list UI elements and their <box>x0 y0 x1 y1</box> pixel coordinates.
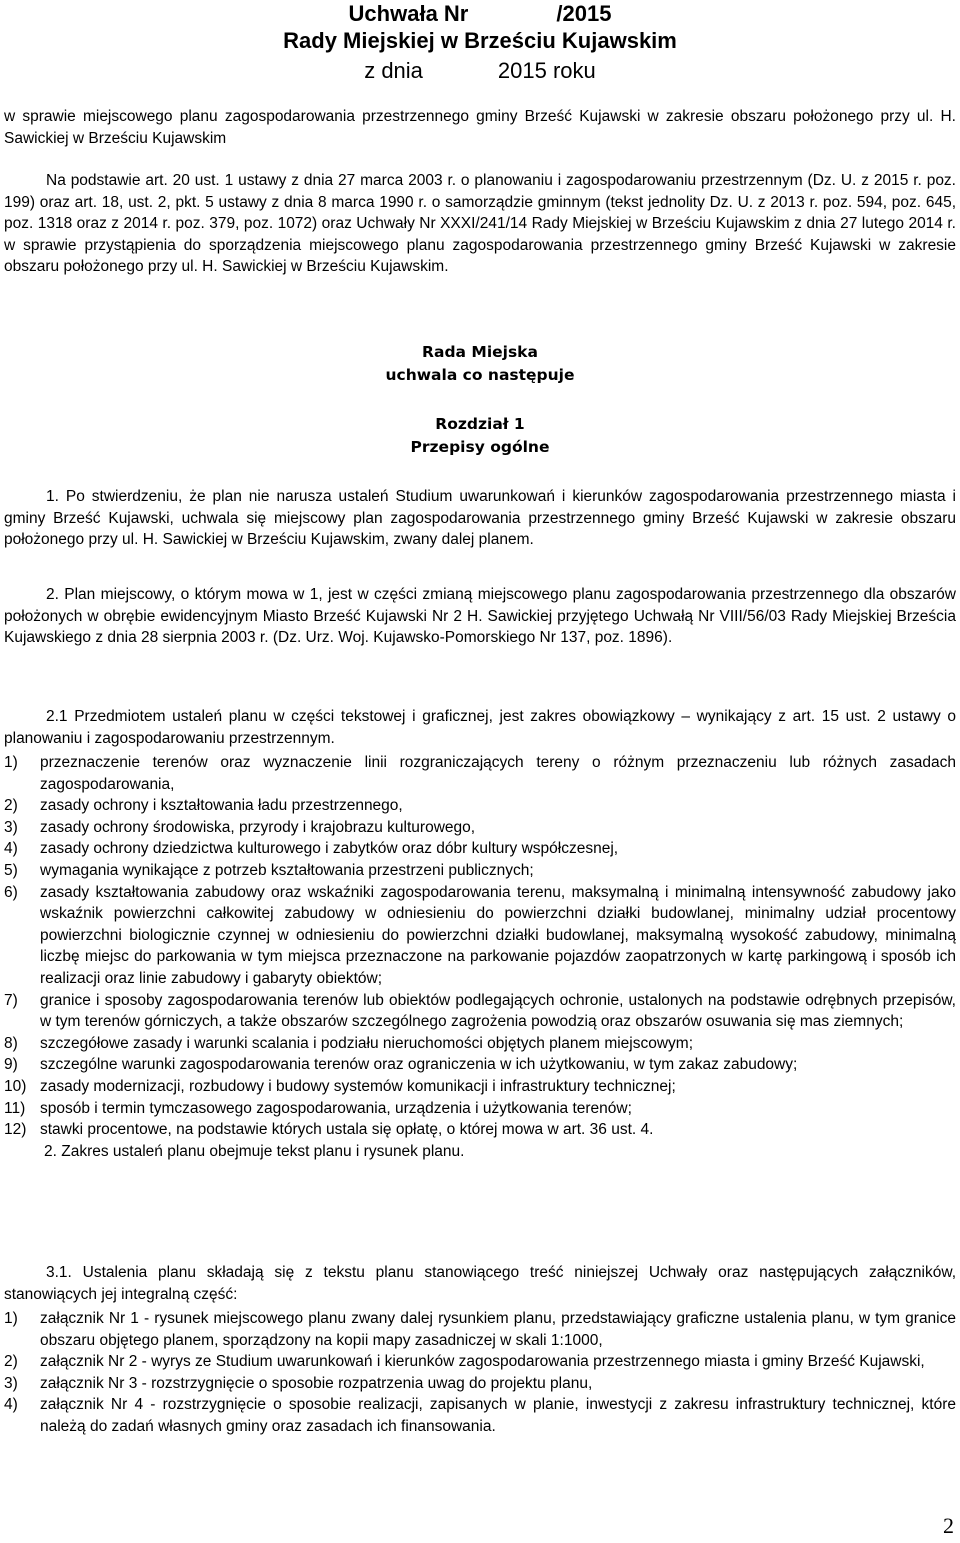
resolve-line-2: uchwala co następuje <box>385 366 575 384</box>
attachments-list <box>4 1308 956 1438</box>
list-item: 2) zasady ochrony i kształtowania ładu przestrzennego, <box>4 797 403 815</box>
title-prefix: Uchwała Nr <box>348 1 469 26</box>
list-item: 6) zasady kształtowania zabudowy oraz wskaźniki zagospodarowania terenu, maksymalną i minimalną intensywność zabudowy jako wskaźnik powierzchni całkowitej zabudowy w odniesieniu do powierzchni działki budowlanej, minimalny udział procentowy powierzchni biologicznie czynnej w odniesieniu do powierzchni działki budowlanej, maksymalną wysokość zabudowy, minimalną liczbę miejsc do parkowania w tym miejsca przeznaczone na parkowanie pojazdów zaopatrzonych w kartę parkingową i sposób ich realizacji oraz linie zabudowy i gabaryty obiektów; <box>4 883 956 987</box>
list-item: 1) przeznaczenie terenów oraz wyznaczenie linii rozgraniczających tereny o różnym przeznaczeniu lub różnych zasadach zagospodarowania, <box>4 754 956 793</box>
resolution-title <box>0 1 960 27</box>
resolution-date <box>0 58 960 84</box>
list-item: 2) załącznik Nr 2 - wyrys ze Studium uwarunkowań i kierunków zagospodarowania przestrzennego miasta i gminy Brześć Kujawski, <box>4 1353 925 1371</box>
list-item: 1) załącznik Nr 1 - rysunek miejscowego planu zwany dalej rysunkiem planu, przedstawiający graficzne ustalenia planu, w tym granice obszaru objętego planem, sporządzony na kopii mapy zasadniczej w skali 1:1000, <box>4 1310 956 1349</box>
list-item: 5) wymagania wynikające z potrzeb kształtowania przestrzeni publicznych; <box>4 861 534 879</box>
preamble-text: Na podstawie art. 20 ust. 1 ustawy z dnia 27 marca 2003 r. o planowaniu i zagospodarowaniu przestrzennym (Dz. U. z 2015 r. poz. 199) oraz art. 18, ust. 2, pkt. 5 ustawy z dnia 8 marca 1990 r. o samorządzie gminnym (tekst jednolity Dz. U. z 2013 r. poz. 594, poz. 645, poz. 1318 oraz z 2014 r. poz. 379, poz. 1072) oraz Uchwały Nr XXXI/241/14 Rady Miejskiej w Brześciu Kujawskim z dnia 27 lutego 2014 r. w sprawie przystąpienia do sporządzenia miejscowego planu zagospodarowania przestrzennego gminy Brześć Kujawski w zakresie obszaru położonego przy ul. H. Sawickiej w Brześciu Kujawskim. <box>4 172 956 276</box>
council-name: Rady Miejskiej w Brześciu Kujawskim <box>283 28 677 53</box>
list-item: 8) szczegółowe zasady i warunki scalania i podziału nieruchomości objętych planem miejscowym; <box>4 1034 694 1052</box>
list-item: 10) zasady modernizacji, rozbudowy i budowy systemów komunikacji i infrastruktury technicznej; <box>4 1077 676 1095</box>
scope-list <box>4 752 956 1162</box>
list-item: 4) zasady ochrony dziedzictwa kulturowego i zabytków oraz dóbr kultury współczesnej, <box>4 840 619 858</box>
list-item: 3) załącznik Nr 3 - rozstrzygnięcie o sposobie rozpatrzenia uwag do projektu planu, <box>4 1374 593 1392</box>
page-number: 2 <box>943 1513 954 1538</box>
date-prefix: z dnia <box>364 58 423 83</box>
chapter-title: Przepisy ogólne <box>410 438 550 456</box>
list-item: 7) granice i sposoby zagospodarowania terenów lub obiektów podlegających ochronie, ustalonych na podstawie odrębnych przepisów, w tym terenów górniczych, a także obszarów szczególnego zagrożenia powodzią oraz obszarów osuwania się mas ziemnych; <box>4 991 956 1031</box>
list-item: 9) szczególne warunki zagospodarowania terenów oraz ograniczenia w ich użytkowaniu, w tym zakaz zabudowy; <box>4 1056 798 1074</box>
list-item: 12) stawki procentowe, na podstawie których ustala się opłatę, o której mowa w art. 36 ust. 4. <box>4 1121 654 1139</box>
paragraph-2: 2. Plan miejscowy, o którym mowa w 1, jest w części zmianą miejscowego planu zagospodarowania przestrzennego dla obszarów położonych w obrębie ewidencyjnym Miasto Brześć Kujawski Nr 2 H. Sawickiej przyjętego Uchwałą Nr VIII/56/03 Rady Miejskiej Brześcia Kujawskiego z dnia 28 sierpnia 2003 r. (Dz. Urz. Woj. Kujawsko-Pomorskiego Nr 137, poz. 1896). <box>4 586 956 647</box>
list-item: 3) zasady ochrony środowiska, przyrody i krajobrazu kulturowego, <box>4 818 476 836</box>
paragraph-2-1: 2.1 Przedmiotem ustaleń planu w części tekstowej i graficznej, jest zakres obowiązkowy – wynikający z art. 15 ust. 2 ustawy o planowaniu i zagospodarowaniu przestrzennym. <box>4 708 956 747</box>
paragraph-3-1: 3.1. Ustalenia planu składają się z tekstu planu stanowiącego treść niniejszej Uchwały oraz następujących załączników, stanowiących jej integralną część: <box>4 1264 956 1303</box>
title-year: /2015 <box>556 1 612 26</box>
list-item: 11) sposób i termin tymczasowego zagospodarowania, urządzenia i użytkowania terenów; <box>4 1099 632 1117</box>
subject-text: w sprawie miejscowego planu zagospodarowania przestrzennego gminy Brześć Kujawski w zakresie obszaru położonego przy ul. H. Sawickiej w Brześciu Kujawskim <box>4 108 956 147</box>
list-item: 4) załącznik Nr 4 - rozstrzygnięcie o sposobie realizacji, zapisanych w planie, inwestycji z zakresu infrastruktury technicznej, które należą do zadań własnych gminy oraz zasadach ich finansowania. <box>4 1396 956 1435</box>
resolve-line-1: Rada Miejska <box>422 343 538 361</box>
paragraph-1: 1. Po stwierdzeniu, że plan nie narusza ustaleń Studium uwarunkowań i kierunków zagospodarowania przestrzennego miasta i gminy Brześć Kujawski, uchwala się miejscowy plan zagospodarowania przestrzennego gminy Brześć Kujawski w zakresie obszaru położonego przy ul. H. Sawickiej w Brześciu Kujawskim, zwany dalej planem. <box>4 488 956 549</box>
chapter-number: Rozdział 1 <box>435 415 525 433</box>
point-2: 2. Zakres ustaleń planu obejmuje tekst planu i rysunek planu. <box>44 1142 465 1160</box>
date-year: 2015 roku <box>497 58 596 83</box>
